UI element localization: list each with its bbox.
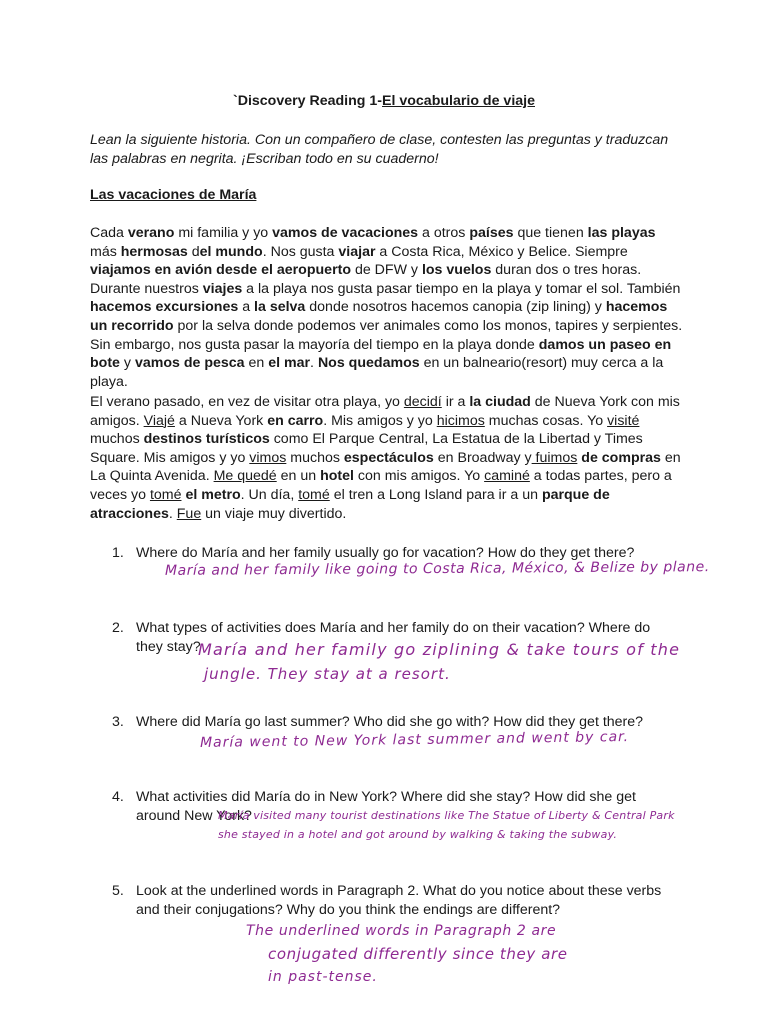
question-text: Where do María and her family usually go for vacation? How do they get there?	[136, 545, 635, 561]
title-prefix: `Discovery Reading 1-	[232, 93, 383, 109]
vocabulary-word: espectáculos	[343, 449, 434, 466]
question-text: Look at the underlined words in Paragraph 2. What do you notice about these verbs and their conjugations? Why do you think the endings are different?	[136, 883, 662, 918]
handwritten-answer-5-line-1: The underlined words in Paragraph 2 are	[246, 923, 557, 939]
text-run: . Un día,	[240, 486, 299, 503]
question-number: 2.	[112, 620, 124, 636]
text-run: .	[310, 355, 318, 372]
text-run: como El Parque Central, La Estatua de la Libertad y Times Square. Mis amigos y yo	[90, 431, 643, 466]
text-run: en Broadway y	[433, 449, 532, 466]
text-run: donde nosotros hacemos canopia (zip lining) y	[305, 299, 606, 316]
text-run: a Nueva York	[174, 412, 268, 429]
question-text: Where did María go last summer? Who did she go with? How did they get there?	[136, 714, 644, 730]
vocabulary-word: vamos de pesca	[134, 355, 245, 372]
text-run: a todas partes, pero a veces yo	[90, 468, 672, 503]
handwritten-answer-5-line-2: conjugated differently since they are	[268, 945, 568, 963]
vocabulary-word: destinos turísticos	[143, 431, 270, 448]
vocabulary-word: en carro	[267, 412, 324, 429]
question-text: What activities did María do in New York? Where did she stay? How did she get around New York?	[136, 789, 636, 824]
text-run: y	[119, 355, 135, 372]
paragraph-1	[90, 224, 686, 391]
vocabulary-word: el mundo	[199, 243, 263, 260]
vocabulary-word: Nos quedamos	[317, 355, 420, 372]
vocabulary-word: hacemos un recorrido	[90, 299, 668, 334]
vocabulary-word: la ciudad	[469, 394, 531, 410]
underlined-verb: Viajé	[143, 412, 175, 429]
text-run: en La Quinta Avenida.	[90, 449, 681, 485]
vocabulary-word: hacemos excursiones	[90, 299, 239, 316]
text-run: con mis amigos. Yo	[353, 468, 485, 485]
text-run: muchos	[90, 431, 144, 448]
question-number: 1.	[112, 545, 124, 561]
handwritten-answer-4-line-2: she stayed in a hotel and got around by walking & taking the subway.	[218, 828, 618, 841]
vocabulary-word: viajamos en avión desde el aeropuerto	[90, 262, 351, 279]
underlined-verb: tomé	[149, 486, 182, 503]
text-run: en	[244, 355, 269, 372]
text-run: por la selva donde podemos ver animales como los monos, tapires y serpientes. Sin embargo, nos gusta pasar la mayoría del tiempo en la playa donde	[90, 317, 683, 353]
vocabulary-word: hotel	[320, 468, 354, 485]
text-run: d	[187, 243, 200, 260]
text-run: que tienen	[513, 225, 588, 241]
text-run: mi familia y yo	[174, 225, 273, 241]
handwritten-answer-2-line-2: jungle. They stay at a resort.	[204, 665, 451, 683]
text-run: a	[238, 299, 255, 316]
underlined-verb: Fue	[176, 505, 202, 522]
paragraph-2	[90, 393, 686, 523]
vocabulary-word: los vuelos	[421, 262, 492, 279]
title-underlined: El vocabulario de viaje	[382, 93, 535, 109]
question-number: 5.	[112, 883, 124, 899]
underlined-verb: caminé	[484, 468, 530, 485]
vocabulary-word: de compras	[581, 449, 661, 466]
text-run: Cada	[90, 225, 128, 241]
question-5	[112, 882, 672, 919]
handwritten-answer-5-line-3: in past-tense.	[268, 969, 378, 985]
text-run: a otros	[418, 225, 470, 241]
question-text: What types of activities does María and her family do on their vacation? Where do they stay?	[136, 620, 651, 655]
text-run: más	[90, 243, 121, 260]
question-number: 3.	[112, 714, 124, 730]
vocabulary-word: viajar	[338, 243, 376, 260]
underlined-verb: fuimos	[531, 449, 578, 466]
underlined-verb: tomé	[298, 486, 330, 503]
handwritten-answer-4-line-1: María visited many tourist destinations like The Statue of Liberty & Central Park	[218, 809, 675, 822]
text-run: muchos	[286, 449, 344, 466]
page-title	[0, 93, 768, 109]
story-title: Las vacaciones de María	[90, 187, 257, 203]
text-run: . Mis amigos y yo	[323, 412, 437, 429]
vocabulary-word: verano	[127, 225, 175, 241]
underlined-verb: vimos	[249, 449, 287, 466]
question-number: 4.	[112, 789, 124, 805]
vocabulary-word: vamos de vacaciones	[272, 225, 419, 241]
text-run: en un balneario(resort) muy cerca a la playa.	[90, 355, 664, 390]
underlined-verb: Me quedé	[213, 468, 277, 485]
text-run: duran dos o tres horas. Durante nuestros	[90, 262, 642, 297]
text-run: muchas cosas. Yo	[484, 412, 608, 429]
vocabulary-word: la selva	[254, 299, 306, 316]
underlined-verb: hicimos	[436, 412, 485, 429]
text-run: ir a	[441, 394, 470, 410]
vocabulary-word: países	[469, 225, 514, 241]
underlined-verb: decidí	[403, 394, 442, 410]
text-run: el tren a Long Island para ir a un	[329, 486, 542, 503]
text-run: . Nos gusta	[262, 243, 339, 260]
text-run: a Costa Rica, México y Belice. Siempre	[375, 243, 628, 260]
underlined-verb: visité	[607, 412, 640, 429]
vocabulary-word: el metro	[185, 486, 241, 503]
text-run: El verano pasado, en vez de visitar otra playa, yo	[90, 394, 404, 410]
text-run: de Nueva York con mis amigos.	[90, 394, 680, 429]
vocabulary-word: hermosas	[120, 243, 188, 260]
handwritten-answer-1: María and her family like going to Costa Rica, México, & Belize by plane.	[164, 559, 710, 579]
text-run: en un	[276, 468, 321, 485]
text-run: a la playa nos gusta pasar tiempo en la playa y tomar el sol. También	[242, 280, 681, 297]
handwritten-answer-3: María went to New York last summer and went by car.	[199, 729, 630, 751]
instructions: Lean la siguiente historia. Con un compañero de clase, contesten las preguntas y traduzcan las palabras en negrita. ¡Escriban todo en su cuaderno!	[90, 132, 669, 167]
vocabulary-word: parque de atracciones	[90, 486, 610, 522]
vocabulary-word: damos un paseo en bote	[90, 336, 672, 372]
text-run: un viaje muy divertido.	[201, 505, 347, 522]
vocabulary-word: las playas	[587, 225, 656, 241]
text-run: de DFW y	[351, 262, 422, 279]
handwritten-answer-2-line-1: María and her family go ziplining & take tours of the	[198, 640, 681, 659]
text-run: .	[168, 505, 177, 522]
vocabulary-word: el mar	[268, 355, 311, 372]
vocabulary-word: viajes	[202, 280, 243, 297]
